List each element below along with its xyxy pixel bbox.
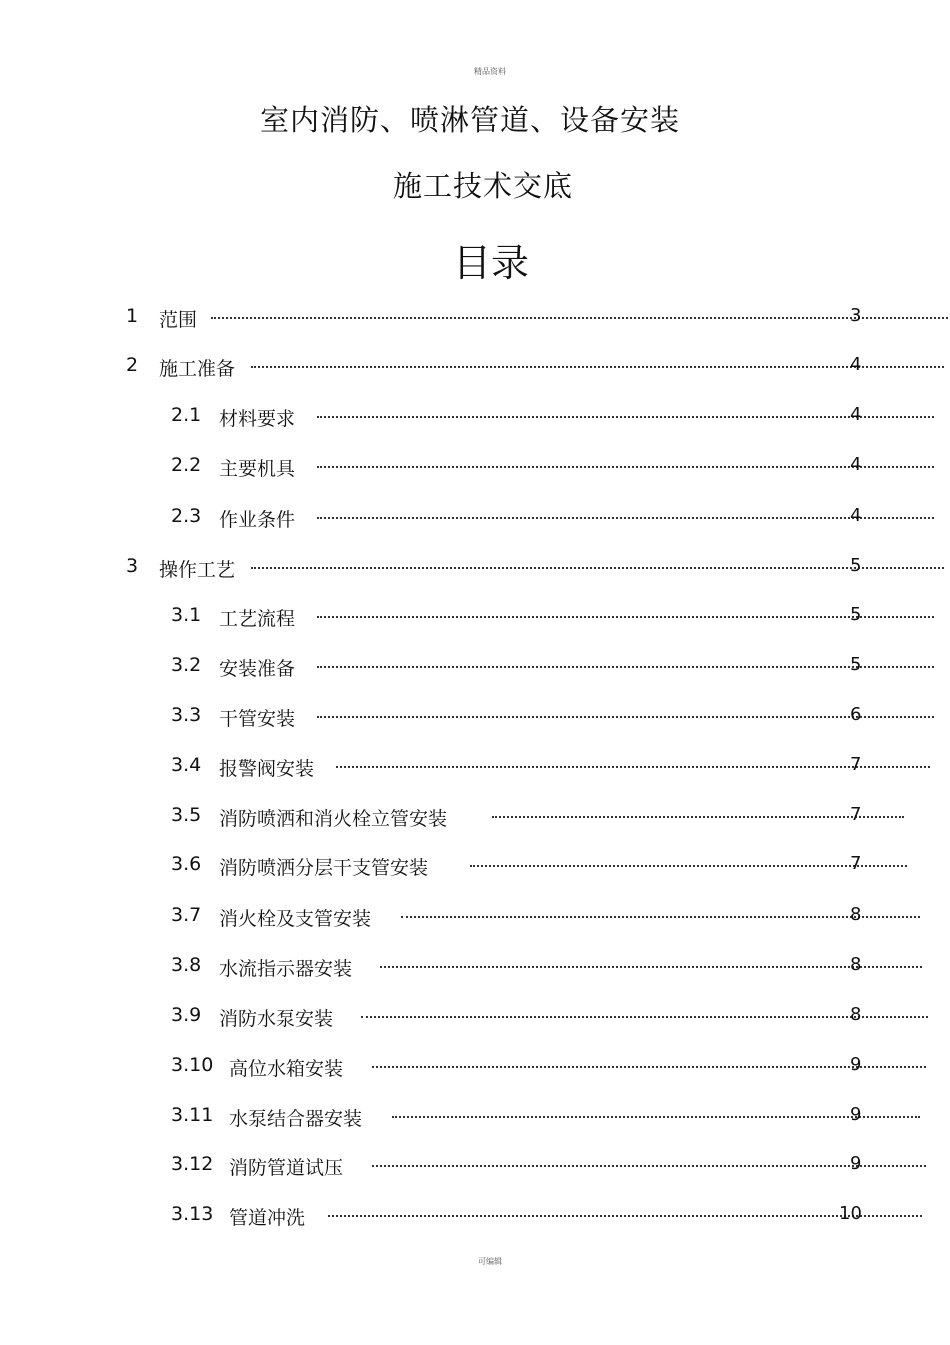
toc-dot-leader xyxy=(470,865,907,867)
toc-entry-label: 施工准备 xyxy=(159,358,236,380)
toc-heading: 目录 xyxy=(452,241,529,285)
toc-entry xyxy=(0,804,950,828)
toc-entry xyxy=(0,704,950,728)
toc-entry-page: 6 xyxy=(850,704,862,725)
toc-entry xyxy=(0,454,950,478)
toc-entry-number: 3.12 xyxy=(171,1153,214,1175)
toc-dot-leader xyxy=(317,517,934,519)
toc-dot-leader xyxy=(401,916,920,918)
toc-entry-label: 报警阀安装 xyxy=(219,758,315,780)
toc-entry xyxy=(0,954,950,978)
toc-entry-number: 3.4 xyxy=(171,754,202,776)
toc-entry-number: 2 xyxy=(126,354,139,376)
toc-entry-number: 3.3 xyxy=(171,704,202,726)
toc-dot-leader xyxy=(317,416,934,418)
toc-entry-page: 9 xyxy=(850,1153,862,1174)
document-title-line1: 室内消防、喷淋管道、设备安装 xyxy=(259,103,680,137)
toc-entry-page: 9 xyxy=(850,1104,862,1125)
toc-entry-number: 3.1 xyxy=(171,604,202,626)
document-title-line2: 施工技术交底 xyxy=(392,169,573,203)
toc-dot-leader xyxy=(317,716,934,718)
toc-entry-number: 3.11 xyxy=(171,1104,214,1126)
toc-entry-label: 操作工艺 xyxy=(159,559,236,581)
toc-entry-label: 安装准备 xyxy=(219,658,296,680)
toc-entry-page: 7 xyxy=(850,804,862,825)
toc-entry-page: 4 xyxy=(850,505,862,526)
toc-entry xyxy=(0,1054,950,1078)
toc-entry-page: 10 xyxy=(839,1203,862,1224)
toc-dot-leader xyxy=(251,366,944,368)
toc-entry xyxy=(0,404,950,428)
toc-entry xyxy=(0,1153,950,1177)
toc-entry xyxy=(0,1203,950,1227)
toc-entry-label: 材料要求 xyxy=(219,408,296,430)
toc-dot-leader xyxy=(328,1215,922,1217)
toc-dot-leader xyxy=(492,816,904,818)
toc-entry xyxy=(0,1104,950,1128)
toc-entry xyxy=(0,555,950,579)
toc-dot-leader xyxy=(372,1165,926,1167)
toc-entry-number: 3.2 xyxy=(171,654,202,676)
toc-entry-number: 3.5 xyxy=(171,804,202,826)
toc-entry-number: 3.6 xyxy=(171,853,202,875)
toc-entry-label: 干管安装 xyxy=(219,708,296,730)
toc-entry-label: 高位水箱安装 xyxy=(229,1058,344,1080)
toc-entry-page: 4 xyxy=(850,454,862,475)
footer-note: 可编辑 xyxy=(478,1257,502,1266)
toc-entry-label: 管道冲洗 xyxy=(229,1207,306,1229)
toc-entry-page: 5 xyxy=(850,604,862,625)
toc-entry xyxy=(0,904,950,928)
toc-dot-leader xyxy=(372,1066,926,1068)
toc-entry-label: 水流指示器安装 xyxy=(219,958,353,980)
toc-entry xyxy=(0,853,950,877)
toc-dot-leader xyxy=(317,666,934,668)
toc-dot-leader xyxy=(336,766,930,768)
toc-entry-number: 3.7 xyxy=(171,904,202,926)
toc-entry xyxy=(0,754,950,778)
toc-entry-number: 1 xyxy=(126,305,139,327)
toc-dot-leader xyxy=(211,317,948,319)
toc-entry-label: 消火栓及支管安装 xyxy=(219,908,372,930)
toc-entry xyxy=(0,305,950,329)
toc-entry-page: 5 xyxy=(850,654,862,675)
toc-entry-page: 7 xyxy=(850,754,862,775)
toc-entry xyxy=(0,354,950,378)
toc-entry-number: 3 xyxy=(126,555,139,577)
toc-dot-leader xyxy=(392,1116,920,1118)
toc-dot-leader xyxy=(251,567,944,569)
toc-entry-label: 作业条件 xyxy=(219,509,296,531)
toc-entry-page: 9 xyxy=(850,1054,862,1075)
toc-entry-label: 主要机具 xyxy=(219,458,296,480)
toc-entry-label: 范围 xyxy=(159,309,198,331)
toc-entry-label: 消防喷洒分层干支管安装 xyxy=(219,857,429,879)
toc-entry-label: 工艺流程 xyxy=(219,608,296,630)
toc-entry-label: 消防水泵安装 xyxy=(219,1008,334,1030)
toc-dot-leader xyxy=(317,466,934,468)
toc-entry-page: 8 xyxy=(850,1004,862,1025)
toc-entry xyxy=(0,1004,950,1028)
toc-entry xyxy=(0,505,950,529)
toc-entry xyxy=(0,654,950,678)
toc-dot-leader xyxy=(380,966,922,968)
toc-entry-number: 2.2 xyxy=(171,454,202,476)
toc-entry-page: 5 xyxy=(850,555,862,576)
toc-entry-label: 水泵结合器安装 xyxy=(229,1108,363,1130)
toc-entry-number: 3.13 xyxy=(171,1203,214,1225)
header-note: 精品资料 xyxy=(474,67,506,76)
toc-entry-number: 3.9 xyxy=(171,1004,202,1026)
toc-entry-label: 消防管道试压 xyxy=(229,1157,344,1179)
toc-dot-leader xyxy=(317,616,934,618)
toc-entry-label: 消防喷洒和消火栓立管安装 xyxy=(219,808,448,830)
toc-entry-page: 7 xyxy=(850,853,862,874)
toc-entry-page: 8 xyxy=(850,954,862,975)
toc-entry-number: 2.1 xyxy=(171,404,202,426)
toc-entry-page: 8 xyxy=(850,904,862,925)
toc-entry-page: 4 xyxy=(850,354,862,375)
toc-entry xyxy=(0,604,950,628)
toc-entry-number: 3.10 xyxy=(171,1054,214,1076)
toc-entry-page: 3 xyxy=(850,305,862,326)
toc-entry-number: 2.3 xyxy=(171,505,202,527)
toc-dot-leader xyxy=(361,1016,928,1018)
toc-entry-page: 4 xyxy=(850,404,862,425)
toc-entry-number: 3.8 xyxy=(171,954,202,976)
